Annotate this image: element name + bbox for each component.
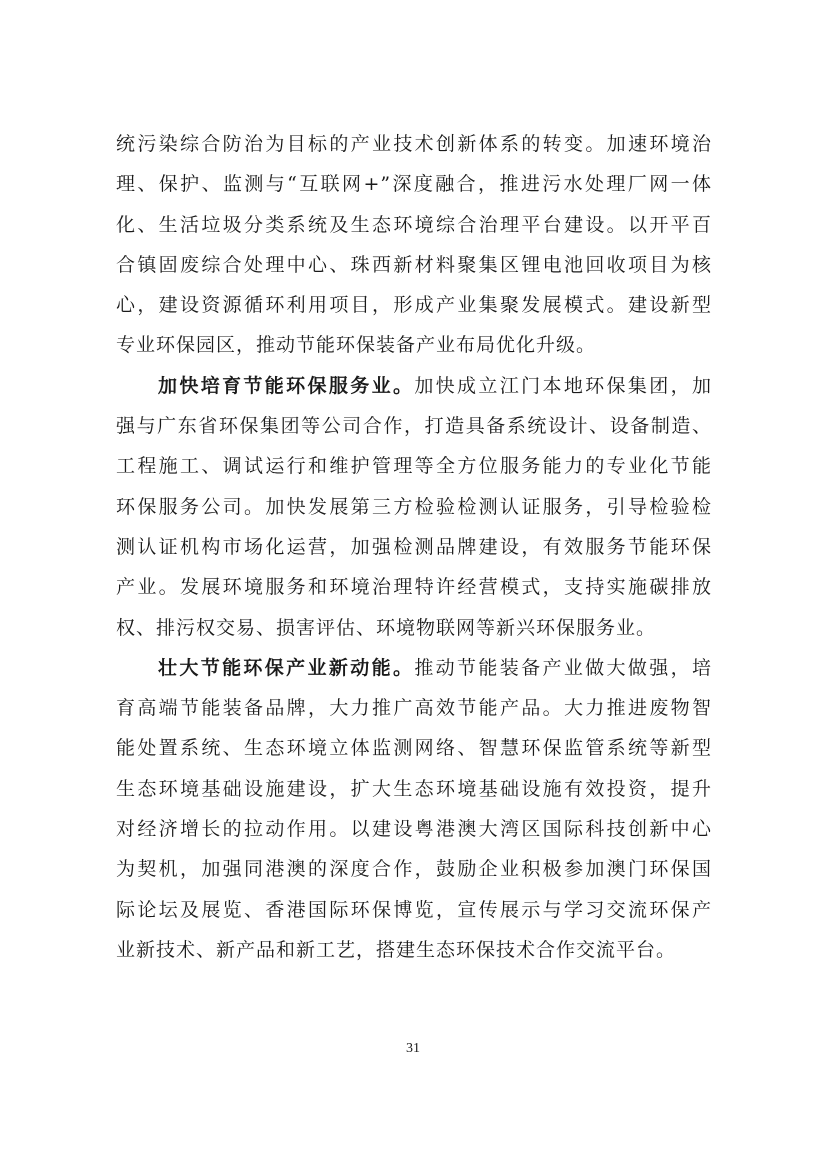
text-line: 对经济增长的拉动作用。以建设粤港澳大湾区国际科技创新中心	[116, 818, 712, 841]
text-line: 生态环境基础设施建设，扩大生态环境基础设施有效投资，提升	[116, 777, 712, 800]
text-line: 环保服务公司。加快发展第三方检验检测认证服务，引导检验检	[116, 495, 712, 518]
page-number: 31	[406, 1041, 420, 1056]
text-line: 际论坛及展览、香港国际环保博览，宣传展示与学习交流环保产	[116, 898, 712, 921]
text-line: 为契机，加强同港澳的深度合作，鼓励企业积极参加澳门环保国	[116, 858, 712, 881]
text-line: 化、生活垃圾分类系统及生态环境综合治理平台建设。以开平百	[116, 213, 712, 236]
text-line: 合镇固废综合处理中心、珠西新材料聚集区锂电池回收项目为核	[116, 253, 712, 276]
text-line: 权、排污权交易、损害评估、环境物联网等新兴环保服务业。	[116, 616, 657, 639]
paragraph-heading: 加快培育节能环保服务业。	[158, 374, 415, 397]
text-line: 专业环保园区，推动节能环保装备产业布局优化升级。	[116, 334, 597, 357]
text-line: 强与广东省环保集团等公司合作，打造具备系统设计、设备制造、	[116, 415, 712, 438]
body-text	[116, 124, 712, 970]
text-line: 育高端节能装备品牌，大力推广高效节能产品。大力推进废物智	[116, 697, 712, 720]
text-line: 业新技术、新产品和新工艺，搭建生态环保技术合作交流平台。	[116, 938, 677, 961]
paragraph-first-line: 壮大节能环保产业新动能。推动节能装备产业做大做强，培	[158, 656, 712, 679]
paragraph-first-line: 加快培育节能环保服务业。加快成立江门本地环保集团，加	[158, 374, 712, 397]
text-line: 产业。发展环境服务和环境治理特许经营模式，支持实施碳排放	[116, 576, 712, 599]
text-line: 工程施工、调试运行和维护管理等全方位服务能力的专业化节能	[116, 455, 712, 478]
paragraph-heading: 壮大节能环保产业新动能。	[158, 656, 415, 679]
text-line: 统污染综合防治为目标的产业技术创新体系的转变。加速环境治	[116, 133, 712, 155]
text-line: 测认证机构市场化运营，加强检测品牌建设，有效服务节能环保	[116, 535, 712, 558]
text-line: 理、保护、监测与“互联网+”深度融合，推进污水处理厂网一体	[116, 173, 712, 196]
text-line: 能处置系统、生态环境立体监测网络、智慧环保监管系统等新型	[116, 737, 712, 760]
text-line: 心，建设资源循环利用项目，形成产业集聚发展模式。建设新型	[116, 294, 712, 317]
